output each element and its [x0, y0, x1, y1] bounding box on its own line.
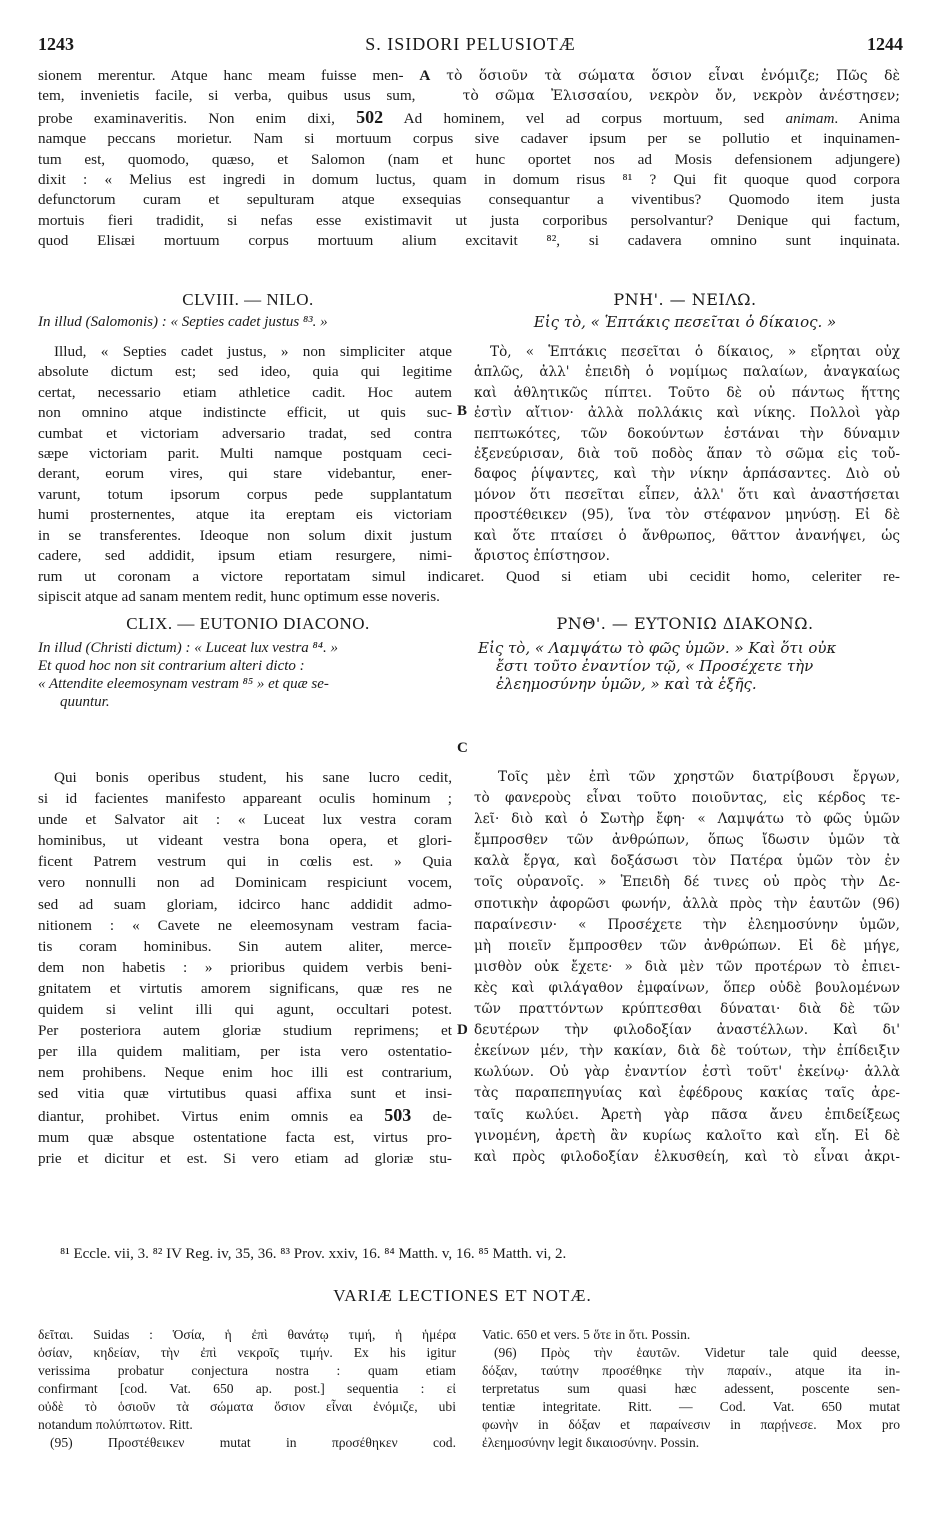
note-line: ὁσίαν, κηδείαν, τὴν ἐπὶ νεκροῖς τιμήν. Ex his igitur	[38, 1345, 456, 1360]
note-line: (95) Προστέθεικεν mutat in προσέθηκεν cod.	[50, 1435, 456, 1450]
text-line: ἐκείνων μέν, τὴν κακίαν, διὰ δὲ τούτων, τὴν ἐπίδειξιν	[474, 1043, 900, 1060]
text-line: sipiscit atque ad sanam mentem redit, hunc optimum esse noveris.	[38, 588, 440, 606]
text-line: tis coram hominibus. Sin autem aliter, merce-	[38, 937, 452, 955]
text-line: προστέθεικεν (95), ἵνα τὸν στέφανον μηνύσῃ. Εἰ δὲ	[474, 507, 900, 524]
note-line: terpretatus sum quasi hæc adessent, poscente sen-	[482, 1381, 900, 1396]
text-line: γινομένη, ἀρετὴ ἂν κυρίως καλοῖτο καὶ εἴη. Εἰ δὲ	[474, 1127, 900, 1144]
right-page-number: 1244	[867, 34, 903, 54]
latin-column-159	[38, 767, 452, 1169]
text-line: ἐξενεύρισαν, διὰ τοῦ ποδὸς ἅπαν τὸ σῶμα εἰς τοὔ-	[474, 446, 900, 463]
text-line: παραίνεσιν· « Προσέχετε τὴν ἐλεημοσύνην ὑμῶν,	[474, 916, 900, 933]
text-line: sed ad suam gloriam, idcirco hanc addidit admo-	[38, 895, 452, 913]
greek-heading-159: ΡΝΘ'. — ΕΥΤΟΝΙΩ ΔΙΑΚΟΝΩ.	[556, 614, 814, 633]
note-line: tentiæ integritate. Ritt. — Cod. Vat. 650 mutat	[482, 1399, 900, 1414]
running-title: S. ISIDORI PELUSIOTÆ	[365, 34, 576, 54]
text-line: ἁπλῶς, ἀλλ' ἐπειδὴ ὁ νομίμως παλαίων, ἀναγκαίως	[474, 364, 900, 381]
text-line: ἐστὶν αἴτιον· ἀλλὰ πολλάκις καὶ νίκης. Πολλοὶ γὰρ	[474, 405, 900, 422]
text-line: tem, invenietis facile, si verba, quibus usus sum, τὸ σῶμα Ἐλισσαίου, νεκρὸν ὄν, νεκρὸν ἀνέστησεν;	[38, 87, 900, 105]
text-line: namque peccans morietur. Nam si mortuum corpus sive cadaver ipsum per se pollutio et inquinamen-	[38, 130, 900, 148]
latin-heading-159: CLIX. — EUTONIO DIACONO.	[126, 614, 370, 633]
text-line: ἄριστος ἐπίστησον.	[474, 548, 610, 565]
text-line: sionem merentur. Atque hanc meam fuisse men- A τὸ ὅσιοῦν τὰ σώματα ὅσιον εἶναι ἐνόμιζε; Πῶς δὲ	[38, 67, 901, 84]
greek-subheading-159	[478, 639, 900, 693]
text-line: sæpe victoriam parit. Multi namque postquam ceci-	[38, 445, 452, 463]
text-line: Illud, « Septies cadet justus, » non simpliciter atque	[54, 343, 452, 360]
text-line: prie et dicitur et est. Si vero etiam ad gloriæ stu-	[38, 1149, 452, 1167]
text-line: in se transferentes. Ideoque non solum dixit justum	[38, 526, 452, 544]
note-line: δόξαν, ταύτην προσέθηκε τὴν παραίν., atque ita in-	[482, 1363, 900, 1378]
text-line: certat, necessario etiam athletice cadit. Hoc autem	[38, 383, 452, 401]
text-line: κὲς καὶ φιλάγαθον ἐμφαίνων, ὅπερ οὐδὲ βουλομένων	[474, 979, 900, 996]
text-line: καὶ πρὸς φιλοδοξίαν ἑλκυσθείη, καὶ τὸ εἶναι ἀκρι-	[474, 1148, 900, 1165]
text-line: rum ut coronam a victore reportatam simul indicaret. Quod si etiam ubi cecidit homo, celeriter re-	[38, 568, 900, 585]
text-line: derant, eorum vires, qui stare videbantur, ener-	[38, 465, 452, 483]
text-line: καλὰ ἔργα, καὶ δοξάσωσι τὸν Πατέρα ὑμῶν τὸν ἐν	[474, 853, 900, 870]
text-line: μισθὸν οὐκ ἔχετε· » διὰ μὲν τῶν προτέρων τὸ ἐπιει-	[474, 958, 900, 975]
text-line: gnitatem et virtutis amorem significans, quæ res ne	[38, 979, 452, 997]
text-line: μὴ ποιεῖν ἔμπροσθεν τῶν ἀνθρώπων. Εἰ δὲ μήγε,	[474, 937, 900, 954]
greek-column-159	[474, 767, 900, 1168]
note-line: φωνὴν in δόξαν et παραίνεσιν in παρῄνεσε. Mox pro	[482, 1417, 900, 1432]
left-page-number: 1243	[38, 34, 74, 54]
text-line: δευτέρων τὴν φιλοδοξίαν ἀναστέλλων. Καὶ δι'	[474, 1022, 900, 1039]
page-marker-503: 503	[384, 1104, 412, 1125]
text-line: λεῖ· διὸ καὶ ὁ Σωτὴρ ἔφη· « Λαμψάτω τὸ φῶς ὑμῶν	[474, 811, 900, 828]
sub-line: Et quod hoc non sit contrarium alteri dicto :	[38, 658, 305, 674]
text-line: ficent Patrem vestrum qui in cœlis est. » Quia	[38, 853, 452, 871]
text-line: καὶ ἀθλητικῶς πίπτει. Τοῦτο δὲ οὐ πάντως ἥττης	[474, 384, 900, 401]
text-line: Τοῖς μὲν ἐπὶ τῶν χρηστῶν διατρίβουσι ἔργων,	[498, 769, 900, 785]
note-line: οὐδὲ τὸ ὁσιοῦν τὰ σώματα ὅσιον εἶναι ἐνόμιζε, ubi	[38, 1399, 456, 1414]
text-line: τὸ φανεροὺς εἶναι τοῦτο ποιοῦντας, εἰς κέρδος τε-	[474, 790, 900, 807]
margin-letter-d: D	[457, 1022, 468, 1038]
text-line: τοῖς οὐρανοῖς. » Ἐπειδὴ δέ τινες οὐ πρὸς τὴν Δε-	[474, 874, 900, 891]
text-line: varunt, totum ipsorum corpus pede supplantatum	[38, 485, 452, 503]
text-line: per illa quidem malitiam, per ista vero ostentatio-	[38, 1043, 452, 1061]
text-line: πεπτωκότες, τῶν δοκούντων ἑστάναι τὴν δύναμιν	[474, 425, 900, 442]
text-line: si id facientes manifesto appareant oculis hominum ;	[38, 790, 452, 808]
notes-title: VARIÆ LECTIONES ET NOTÆ.	[333, 1286, 592, 1305]
notes-left-column	[38, 1326, 456, 1452]
text-line: κωλύων. Οὐ γὰρ ἐναντίον ἐστὶ τοῦτ' ἐκείνῳ· ἀλλὰ	[474, 1064, 900, 1081]
latin-subheading-159	[38, 639, 458, 711]
page-marker-502: 502	[356, 106, 384, 127]
text-line: unde et Salvator ait : « Luceat lux vestra coram	[38, 811, 452, 829]
greek-subheading-158: Εἰς τὸ, « Ἑπτάκις πεσεῖται ὁ δίκαιος. »	[533, 313, 837, 331]
text-line: sed vitia quæ virtutibus quasi affixa sunt et insi-	[38, 1085, 452, 1103]
text-line: tum est, quomodo, quæso, et Salomon (nam et hunc oportet nos ad Mosis defensionem adjungere)	[38, 150, 900, 168]
notes-right-column	[482, 1326, 900, 1452]
text-line: dixit : « Melius est ingredi in domum luctus, quam in domum risus ⁸¹ ? Qui fit quoque quod corpora	[38, 171, 900, 189]
text-line: vero nonnulli non ad Dominicam respiciunt vocem,	[38, 874, 452, 892]
text-line: Τὸ, « Ἑπτάκις πεσεῖται ὁ δίκαιος, » εἴρηται οὐχ	[490, 344, 900, 360]
sub-line: Εἰς τὸ, « Λαμψάτω τὸ φῶς ὑμῶν. » Καὶ ὅτι οὐκ	[478, 639, 837, 657]
text-line: hominibus, ut videant vestra bona opera, et glori-	[38, 832, 452, 850]
text-line: quod Elisæi mortuum corpus mortuum alium excitavit ⁸², si cadavera omnino sunt inquinata.	[38, 232, 900, 250]
note-line: ἐλεημοσύνην legit δικαιοσύνην. Possin.	[482, 1435, 700, 1450]
sub-line: ἐλεημοσύνην ὑμῶν, » καὶ τὰ ἑξῆς.	[496, 675, 757, 693]
text-line: ἔμπροσθεν τῶν ἀνθρώπων, ὅπως ἴδωσιν ὑμῶν τὰ	[474, 832, 900, 849]
text-line: Qui bonis operibus student, his sane lucro cedit,	[54, 769, 452, 786]
text-line: cumbat et victoriam adversario tradat, sed contra	[38, 424, 452, 442]
text-line: τῶν πραττόντων κρύπτεσθαι δύναται· διὰ δὲ τῶν	[474, 1001, 900, 1018]
section-158-full-width	[38, 567, 900, 608]
note-line: notandum πολύπτωτον. Ritt.	[38, 1417, 193, 1432]
text-line: humi prosternentes, atque ita ereptam eis victoriam	[38, 506, 452, 524]
greek-heading-158: ΡΝΗ'. — ΝΕΙΛΩ.	[613, 290, 757, 309]
text-line: σποτικὴν ἀφορῶσι φωνήν, ἀλλὰ πρὸς τὴν ἑαυτῶν (96)	[474, 895, 900, 912]
note-line: δεῖται. Suidas : Ὁσία, ἡ ἐπὶ θανάτῳ τιμή, ἡ ἡμέρα	[38, 1327, 456, 1342]
text-line: dem non habetis : » prioribus quidem verbis beni-	[38, 958, 452, 976]
text-line: mortuis fieri tradidit, si nefas esse existimavit ut justa corporibus persolvantur? Denique qui factum,	[38, 211, 900, 229]
sub-line: quuntur.	[60, 694, 110, 710]
margin-letter-b: B	[457, 403, 468, 419]
footnotes: ⁸¹ Eccle. vii, 3. ⁸² IV Reg. iv, 35, 36. ⁸³ Prov. xxiv, 16. ⁸⁴ Matth. v, 16. ⁸⁵ Matth. vi, 2.	[60, 1246, 567, 1262]
greek-column-158	[474, 342, 900, 566]
margin-letter-c: C	[457, 740, 468, 756]
text-line: mum quæ absque ostentatione facta est, virtus pro-	[38, 1128, 452, 1146]
latin-column-158	[38, 342, 452, 566]
text-line: absolute dictum est; sed ideo, quia qui legitime	[38, 363, 452, 381]
running-header	[38, 34, 903, 62]
text-line: nitionem : « Cavete ne eleemosynam vestram facia-	[38, 916, 452, 934]
text-line: καὶ ὅτε πταίσει ὁ ἄνθρωπος, θᾶττον ἀνανήψει, ὡς	[474, 527, 900, 544]
latin-heading-158: CLVIII. — NILO.	[182, 290, 314, 309]
sub-line: ἔστι τοῦτο ἐναντίον τῷ, « Προσέχετε τὴν	[496, 657, 814, 675]
text-line: τὰς παραπεπηγυίας καὶ ἐφέδρους κακίας ταῖς ἀρε-	[474, 1085, 900, 1102]
text-line: non omnino atque indistincte efficit, ut quis suc-	[38, 404, 452, 422]
note-line: verissima probatur conjectura nostra : quam etiam	[38, 1363, 456, 1378]
continuation-block	[38, 66, 900, 252]
text-line: cadere, sed addidit, ipsum etiam resurgere, nimi-	[38, 547, 452, 565]
text-line: diantur, prohibet. Virtus enim omnis ea 503 de-	[38, 1104, 452, 1125]
latin-subheading-158: In illud (Salomonis) : « Septies cadet justus ⁸³. »	[38, 314, 328, 330]
sub-line: In illud (Christi dictum) : « Luceat lux vestra ⁸⁴. »	[38, 640, 338, 656]
text-line: ταῖς κωλύει. Ἀρετὴ γὰρ πᾶσα ἄνευ ἐπιδείξεως	[474, 1106, 900, 1123]
text-line: quidem si velint illi qui agunt, occultari potest.	[38, 1001, 452, 1019]
text-line: Per posteriora autem gloriæ studium reprimens; et	[38, 1022, 452, 1040]
text-line: δαφος ῥίψαντες, καὶ τὴν νίκην ἁρπάσαντες. Διὸ οὐ	[474, 466, 900, 483]
text-line: defunctorum curam et sepulturam atque exsequias consequantur a viventibus? Quomodo item justa	[38, 191, 900, 209]
sub-line: « Attendite eleemosynam vestram ⁸⁵ » et quæ se-	[38, 676, 329, 692]
text-line: probe examinaveritis. Non enim dixi, 502 Ad hominem, vel ad corpus mortuum, sed animam. Anima	[38, 106, 901, 127]
text-line: μόνον ὅτι πεσεῖται εἶπεν, ἀλλ' ὅτι καὶ ἀναστήσεται	[474, 486, 900, 503]
note-line: (96) Πρὸς τὴν ἑαυτῶν. Videtur tale quid deesse,	[494, 1345, 900, 1360]
text-line: nem prohibens. Neque enim hoc illi est contrarium,	[38, 1064, 452, 1082]
note-line: confirmant [cod. Vat. 650 ap. post.] sequentia : εἰ	[38, 1381, 456, 1396]
note-line: Vatic. 650 et vers. 5 ὅτε in ὅτι. Possin.	[482, 1327, 691, 1342]
